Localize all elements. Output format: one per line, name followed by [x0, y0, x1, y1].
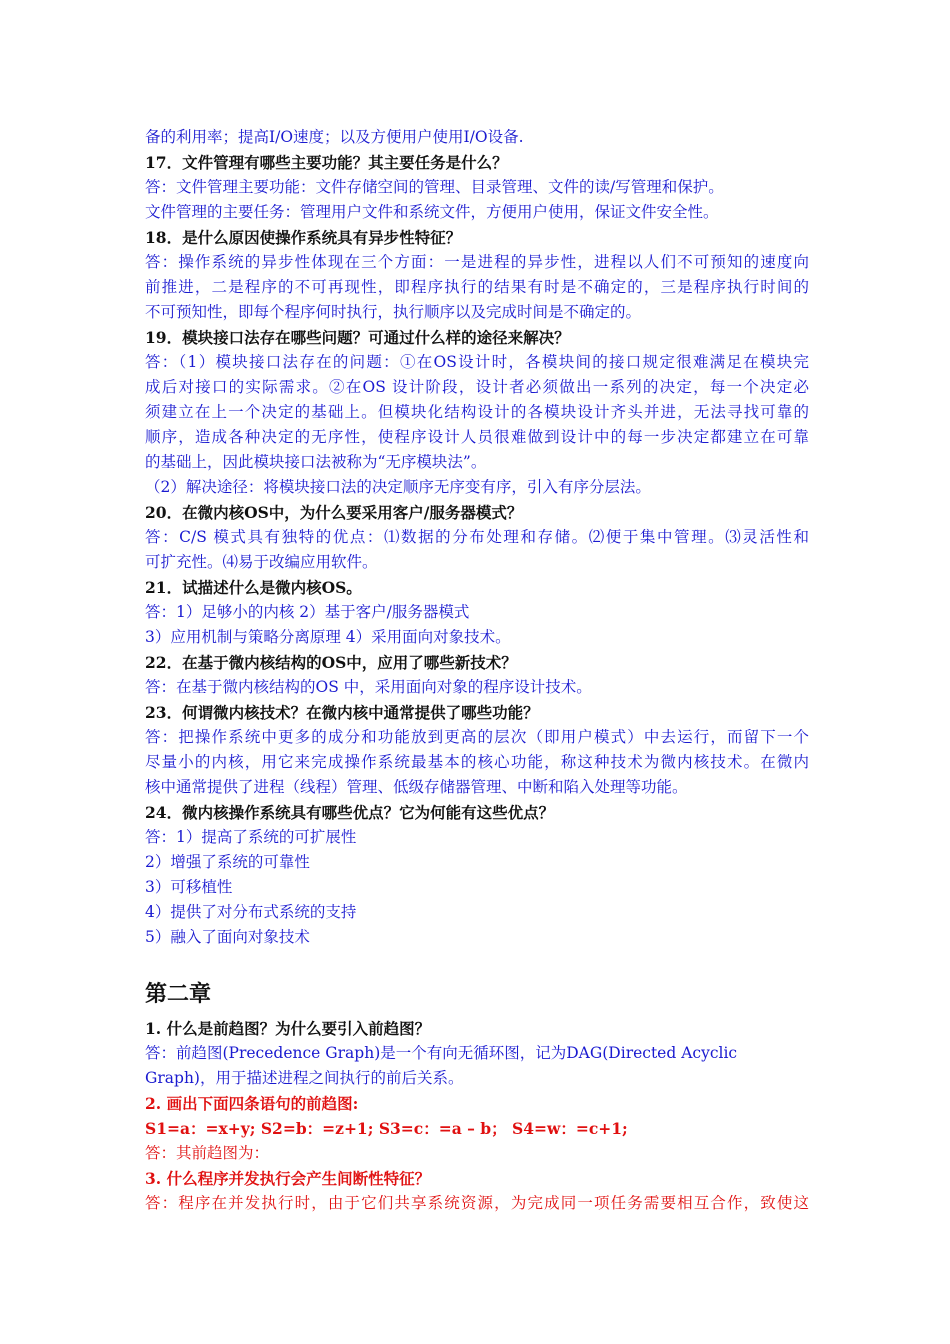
answer-line: Graph)，用于描述进程之间执行的前后关系。	[145, 1069, 464, 1087]
question-line: 23．何谓微内核技术？在微内核中通常提供了哪些功能？	[145, 703, 539, 722]
answer-line: 的基础上，因此模块接口法被称为“无序模块法”。	[145, 453, 487, 471]
answer-line: 尽量小的内核，用它来完成操作系统最基本的核心功能，称这种技术为微内核技术。在微内	[145, 753, 809, 771]
question-line: 17．文件管理有哪些主要功能？其主要任务是什么？	[145, 153, 508, 172]
question-line: 21．试描述什么是微内核OS。	[145, 578, 362, 597]
question-line: 3. 什么程序并发执行会产生间断性特征？	[145, 1169, 431, 1188]
answer-line: 3）应用机制与策略分离原理 4）采用面向对象技术。	[145, 628, 511, 646]
chapter-one-qa-block	[145, 125, 809, 950]
answer-line: 3）可移植性	[145, 878, 233, 896]
question-line: 2. 画出下面四条语句的前趋图:	[145, 1094, 359, 1113]
answer-line: 5）融入了面向对象技术	[145, 928, 310, 946]
answer-line: 核中通常提供了进程（线程）管理、低级存储器管理、中断和陷入处理等功能。	[145, 778, 688, 796]
question-line: 1. 什么是前趋图？为什么要引入前趋图？	[145, 1019, 431, 1038]
question-line: 18．是什么原因使操作系统具有异步性特征？	[145, 228, 462, 247]
answer-line: 答：1）足够小的内核 2）基于客户/服务器模式	[145, 603, 470, 621]
answer-line: 文件管理的主要任务：管理用户文件和系统文件，方便用户使用，保证文件安全性。	[145, 203, 719, 221]
answer-line: 备的利用率；提高I/O速度；以及方便用户使用I/O设备.	[145, 128, 524, 146]
answer-line: 答：程序在并发执行时，由于它们共享系统资源，为完成同一项任务需要相互合作，致使这	[145, 1194, 809, 1212]
answer-line: 答：在基于微内核结构的OS 中，采用面向对象的程序设计技术。	[145, 678, 592, 696]
chapter-heading: 第二章	[145, 981, 212, 1007]
question-line: 19．模块接口法存在哪些问题？可通过什么样的途径来解决？	[145, 328, 570, 347]
answer-line: 前推进，二是程序的不可再现性，即程序执行的结果有时是不确定的，三是程序执行时间的	[145, 278, 809, 296]
answer-line: 答：文件管理主要功能：文件存储空间的管理、目录管理、文件的读/写管理和保护。	[145, 178, 724, 196]
answer-line: 答：把操作系统中更多的成分和功能放到更高的层次（即用户模式）中去运行，而留下一个	[145, 728, 809, 746]
question-line: 20．在微内核OS中，为什么要采用客户/服务器模式？	[145, 503, 523, 522]
answer-line: 答：（1）模块接口法存在的问题：①在OS设计时，各模块间的接口规定很难满足在模块完	[145, 353, 809, 371]
answer-line: 答：操作系统的异步性体现在三个方面：一是进程的异步性，进程以人们不可预知的速度向	[145, 253, 809, 271]
answer-line: （2）解决途径：将模块接口法的决定顺序无序变有序，引入有序分层法。	[145, 478, 651, 496]
chapter-two-qa-block	[145, 1016, 809, 1216]
question-line: 24．微内核操作系统具有哪些优点？它为何能有这些优点？	[145, 803, 555, 822]
answer-line: 答：1）提高了系统的可扩展性	[145, 828, 357, 846]
answer-line: 答：其前趋图为：	[145, 1144, 270, 1162]
answer-line: 4）提供了对分布式系统的支持	[145, 903, 357, 921]
answer-line: 不可预知性，即每个程序何时执行，执行顺序以及完成时间是不确定的。	[145, 303, 642, 321]
answer-line: 顺序，造成各种决定的无序性，使程序设计人员很难做到设计中的每一步决定都建立在可靠	[145, 428, 809, 446]
answer-line: 成后对接口的实际需求。②在OS 设计阶段，设计者必须做出一系列的决定，每一个决定必	[145, 378, 809, 396]
answer-line: 答：前趋图(Precedence Graph)是一个有向无循环图，记为DAG(Directed Acyclic	[145, 1044, 738, 1062]
answer-line: 答：C/S 模式具有独特的优点：⑴数据的分布处理和存储。⑵便于集中管理。⑶灵活性和	[145, 528, 809, 546]
question-line: 22．在基于微内核结构的OS中，应用了哪些新技术？	[145, 653, 517, 672]
question-line: S1=a：=x+y; S2=b：=z+1; S3=c：=a – b； S4=w：=c+1;	[145, 1119, 628, 1138]
answer-line: 2）增强了系统的可靠性	[145, 853, 310, 871]
answer-line: 可扩充性。⑷易于改编应用软件。	[145, 553, 378, 571]
answer-line: 须建立在上一个决定的基础上。但模块化结构设计的各模块设计齐头并进，无法寻找可靠的	[145, 403, 809, 421]
page-content	[145, 125, 809, 1216]
